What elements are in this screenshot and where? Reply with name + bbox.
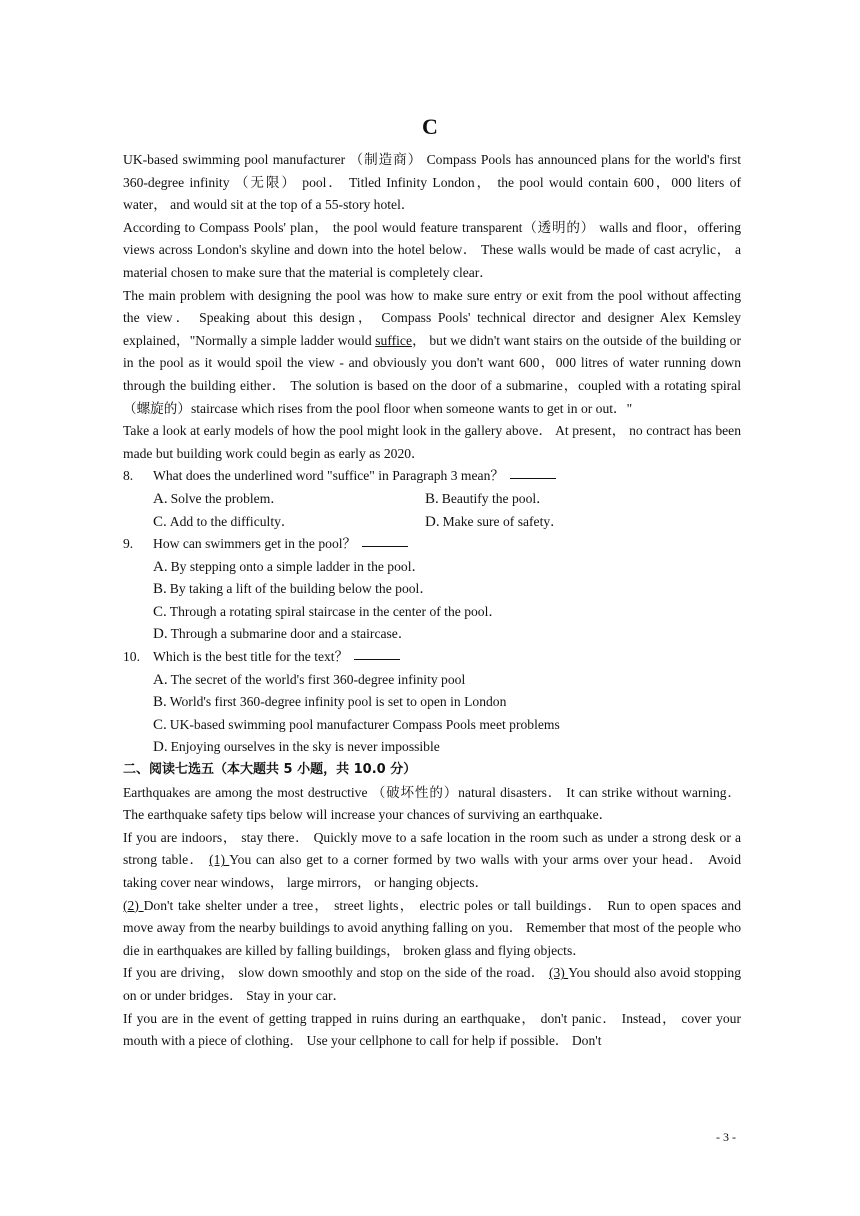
question-number: 8.	[123, 468, 134, 484]
option-c: C. UK-based swimming pool manufacturer Compass Pools meet problems	[153, 716, 560, 733]
option-a: A. Solve the problem．	[153, 490, 284, 507]
option-a: A. The secret of the world's first 360-degree infinity pool	[153, 671, 466, 688]
answer-blank[interactable]	[362, 533, 408, 547]
passage-paragraph-2: According to Compass Pools' plan， the pool would feature transparent（透明的） walls and floor，offering views across London's skyline and down into the hotel below． These walls would be made of cast acrylic， a material chosen to make sure that the material is completely clear．	[123, 219, 741, 280]
paragraph-3-text-after: ， but we didn't want stairs on the outside of the building or in the pool as it would spoil the view - and obviously you don't want 600，000 litres of water running down through the building either． The solution is based on the door of a submarine，coupled with a rotating spiral（螺旋的）staircase which rises from the pool floor when someone wants to get in or out．"	[123, 332, 741, 416]
underlined-word: suffice	[375, 332, 412, 348]
question-10	[123, 646, 741, 759]
question-number: 9.	[123, 536, 134, 552]
passage-paragraph-3	[123, 285, 741, 421]
option-b: B. Beautify the pool．	[425, 490, 550, 507]
page-number: - 3 -	[716, 1130, 736, 1144]
option-b: B. World's first 360-degree infinity pool is set to open in London	[153, 694, 507, 711]
option-c: C. Through a rotating spiral staircase in the center of the pool．	[153, 603, 502, 620]
answer-blank[interactable]	[354, 646, 400, 660]
question-8	[123, 465, 741, 533]
question-text: How can swimmers get in the pool？	[153, 536, 357, 552]
option-c: C. Add to the difficulty．	[153, 513, 295, 530]
option-b: B. By taking a lift of the building below the pool．	[153, 581, 433, 598]
passage-paragraph-4: Take a look at early models of how the pool might look in the gallery above． At present， no contract has been made but building work could begin as early as 2020．	[123, 423, 741, 461]
section-2-heading: 二、阅读七选五（本大题共 5 小题，共 10.0 分）	[123, 762, 417, 778]
section-2-paragraph-3: (2) Don't take shelter under a tree， street lights， electric poles or tall buildings． Run to open spaces and move away from the nearby buildings to avoid anything falling on you． Remember that most of the people who die in earthquakes are killed by falling buildings， broken glass and flying objects．	[123, 897, 742, 958]
blank-3[interactable]: (3)	[548, 965, 569, 981]
blank-1[interactable]: (1)	[209, 852, 230, 868]
paragraph-3-text-before: The main problem with designing the pool was how to make sure entry or exit from the pool without affecting the view． Speaking about this design， Compass Pools' technical director and designer Alex Kemsley explained，"Normally a simple ladder would	[123, 287, 741, 348]
question-9	[123, 533, 741, 646]
question-text: Which is the best title for the text？	[153, 649, 349, 665]
section-2-paragraph-4: If you are driving， slow down smoothly and stop on the side of the road． (3) You should also avoid stopping on or under bridges． Stay in your car．	[123, 965, 742, 1003]
document-body	[123, 149, 741, 1053]
option-d: D. Make sure of safety．	[425, 513, 564, 530]
option-a: A. By stepping onto a simple ladder in the pool．	[153, 558, 426, 575]
section-2-paragraph-1: Earthquakes are among the most destructive （破坏性的）natural disasters． It can strike without warning． The earthquake safety tips below will increase your chances of surviving an earthquake．	[123, 784, 741, 823]
question-number: 10.	[123, 649, 140, 665]
option-d: D. Through a submarine door and a staircase．	[153, 626, 412, 643]
section-2-paragraph-2: If you are indoors， stay there． Quickly move to a safe location in the room such as under a strong desk or a strong table． (1) You can also get to a corner formed by two walls with your arms over your head． Avoid taking cover near windows， large mirrors， or hanging objects．	[123, 829, 741, 890]
question-text: What does the underlined word "suffice" in Paragraph 3 mean？	[153, 468, 504, 484]
section-title: C	[422, 114, 438, 139]
section-2-paragraph-5: If you are in the event of getting trapped in ruins during an earthquake， don't panic． Instead， cover your mouth with a piece of clothing． Use your cellphone to call for help if possible． Don't	[123, 1010, 741, 1049]
passage-paragraph-1: UK-based swimming pool manufacturer （制造商） Compass Pools has announced plans for the world's first 360-degree infinity （无限） pool． Titled Infinity London， the pool would contain 600，000 liters of water， and would sit at the top of a 55-story hotel．	[123, 152, 741, 213]
answer-blank[interactable]	[510, 465, 556, 479]
blank-2[interactable]: (2)	[123, 897, 144, 913]
option-d: D. Enjoying ourselves in the sky is never impossible	[153, 739, 440, 756]
